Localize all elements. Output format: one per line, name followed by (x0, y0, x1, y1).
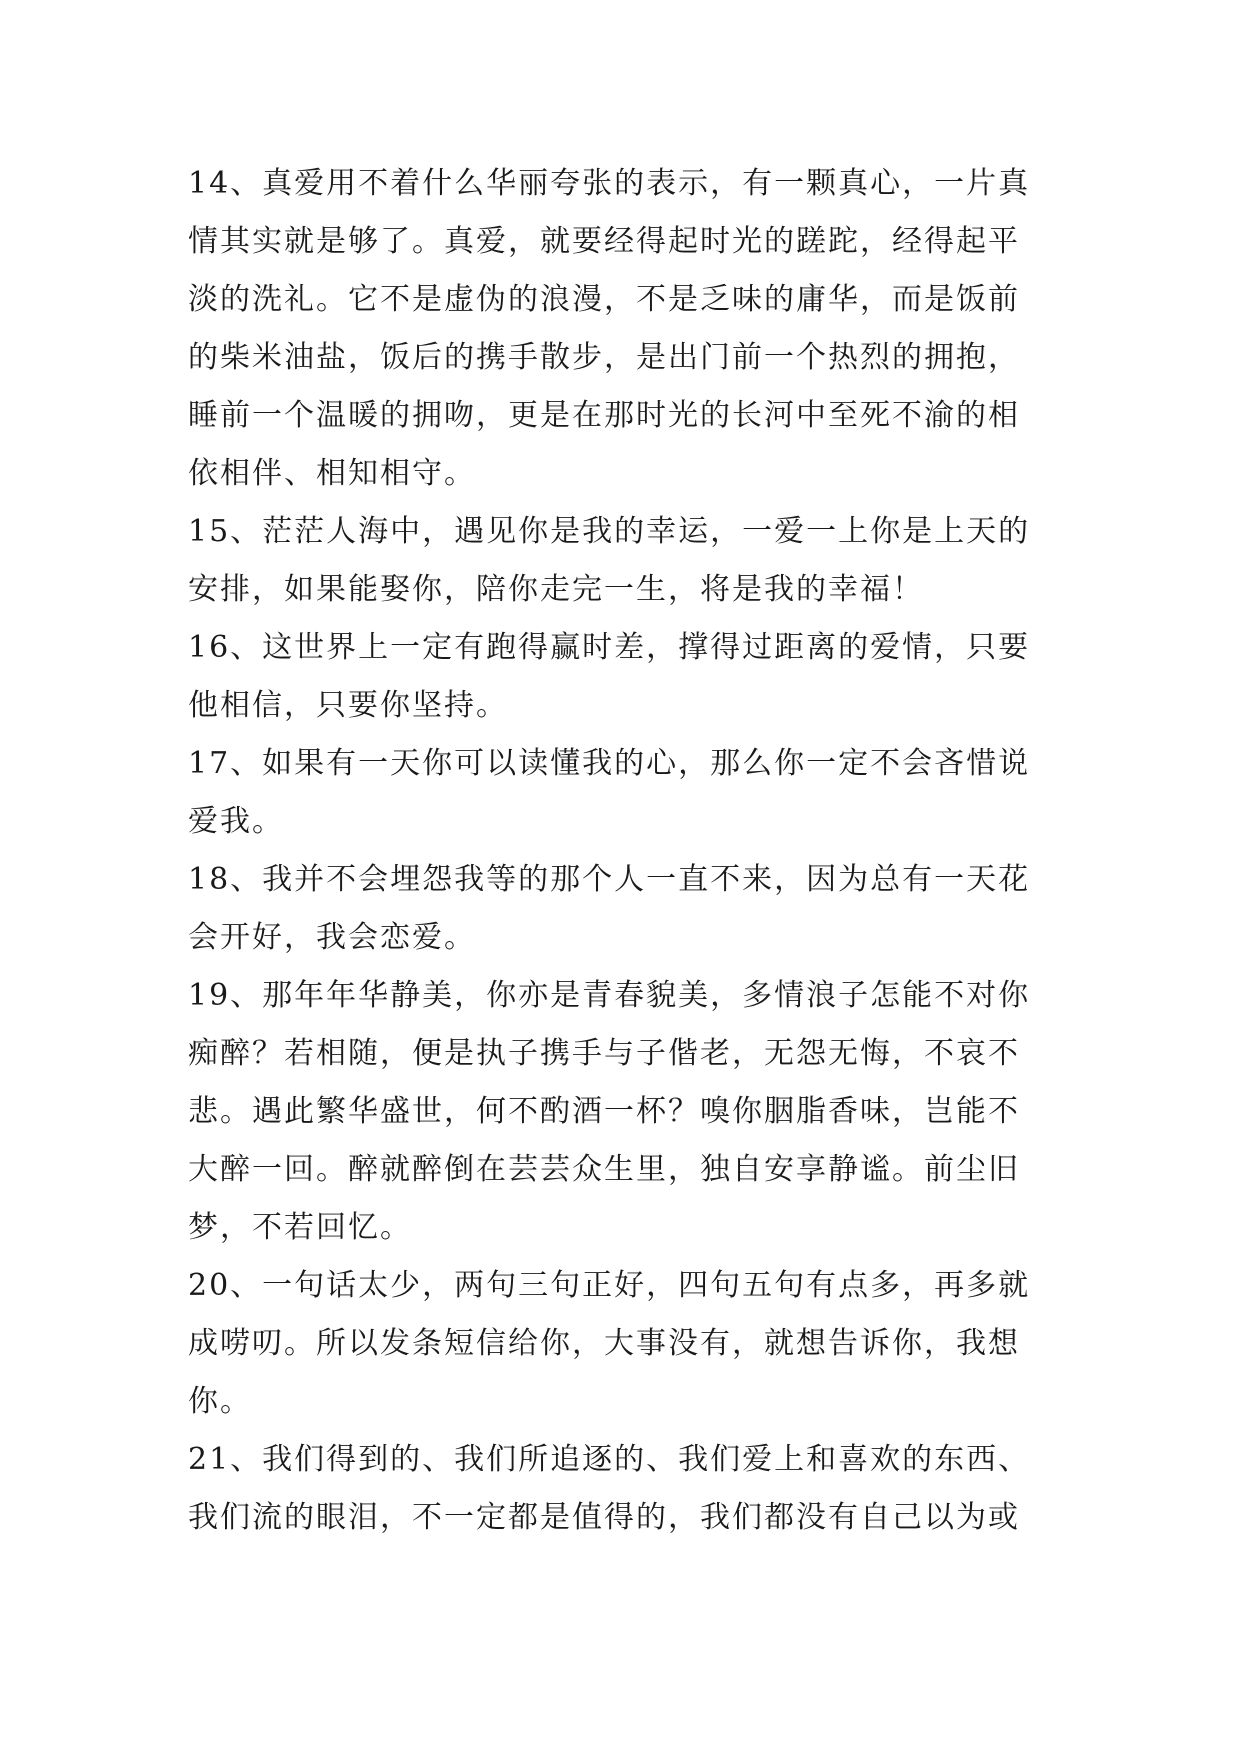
text-line: 17、如果有一天你可以读懂我的心，那么你一定不会吝惜说 (188, 746, 1031, 781)
text-line: 大醉一回。醉就醉倒在芸芸众生里，独自安享静谧。前尘旧 (188, 1152, 1020, 1187)
text-line: 他相信，只要你坚持。 (188, 688, 508, 723)
document-body (188, 155, 1058, 1547)
text-line: 睡前一个温暖的拥吻，更是在那时光的长河中至死不渝的相 (188, 398, 1020, 433)
text-line: 依相伴、相知相守。 (188, 456, 476, 491)
text-line: 会开好，我会恋爱。 (188, 920, 476, 955)
text-line: 你。 (188, 1384, 252, 1419)
text-line: 16、这世界上一定有跑得赢时差，撑得过距离的爱情，只要 (188, 630, 1031, 665)
text-line: 14、真爱用不着什么华丽夸张的表示，有一颗真心，一片真 (188, 166, 1031, 201)
text-line: 成唠叨。所以发条短信给你，大事没有，就想告诉你，我想 (188, 1326, 1020, 1361)
text-line: 我们流的眼泪，不一定都是值得的，我们都没有自己以为或 (188, 1500, 1020, 1535)
text-line: 的柴米油盐，饭后的携手散步，是出门前一个热烈的拥抱， (188, 340, 1020, 375)
text-line: 19、那年年华静美，你亦是青春貌美，多情浪子怎能不对你 (188, 978, 1031, 1013)
text-line: 情其实就是够了。真爱，就要经得起时光的蹉跎，经得起平 (188, 224, 1020, 259)
text-line: 15、茫茫人海中，遇见你是我的幸运，一爱一上你是上天的 (188, 514, 1031, 549)
text-line: 淡的洗礼。它不是虚伪的浪漫，不是乏味的庸华，而是饭前 (188, 282, 1020, 317)
text-line: 梦，不若回忆。 (188, 1210, 412, 1245)
text-line: 爱我。 (188, 804, 284, 839)
text-line: 悲。遇此繁华盛世，何不酌酒一杯？嗅你胭脂香味，岂能不 (188, 1094, 1020, 1129)
text-line: 安排，如果能娶你，陪你走完一生，将是我的幸福！ (188, 572, 924, 607)
text-line: 痴醉？若相随，便是执子携手与子偕老，无怨无悔，不哀不 (188, 1036, 1020, 1071)
text-line: 21、我们得到的、我们所追逐的、我们爱上和喜欢的东西、 (188, 1442, 1031, 1477)
text-line: 20、一句话太少，两句三句正好，四句五句有点多，再多就 (188, 1268, 1031, 1303)
text-line: 18、我并不会埋怨我等的那个人一直不来，因为总有一天花 (188, 862, 1031, 897)
